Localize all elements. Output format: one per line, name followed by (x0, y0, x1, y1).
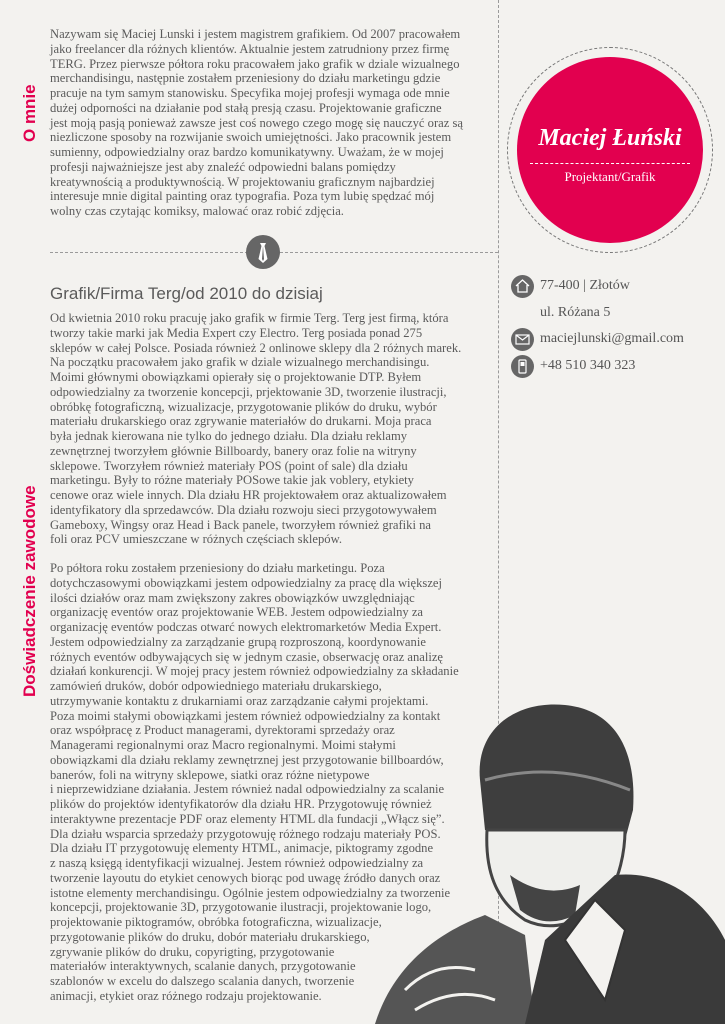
phone-number: +48 510 340 323 (540, 358, 636, 373)
section-label-about: O mnie (20, 84, 39, 142)
email-link[interactable]: maciejlunski@gmail.com (540, 331, 684, 346)
experience-paragraph-2: Po półtora roku zostałem przeniesiony do działu marketingu. Poza dotychczasowymi obowiązkami jestem odpowiedzialny za pracę dla większej ilości działów oraz mam zwiększony zakres obowiązków uwzględniając organizację eventów oraz projektowanie WEB. Jestem odpowiedzialny za organizację eventów podczas otwarć nowych elektromarketów Media Expert. Jestem odpowiedzialny za zarządzanie grupą rozproszoną, koordynowanie różnych eventów odbywających się w jednym czasie, obserwację oraz analizę działań konkurencji. W mojej pracy jestem również odpowiedzialny za składanie zamówień druków, dobór odpowiedniego materiału drukarskiego, utrzymywanie kontaktu z drukarniami oraz zarządzanie całymi projektami. Poza moimi stałymi obowiązkami jestem również odpowiedzialny za kontakt oraz współpracę z Product managerami, dyrektorami sprzedaży oraz Managerami regionalnymi oraz Macro regionalnymi. Moimi stałymi obowiązkami dla działu reklamy zewnętrznej jest przygotowanie billboardów, banerów, foli na witryny sklepowe, siatki oraz różne nietypowe i nieprzewidziane działania. Jestem również nadal odpowiedzialny za scalanie plików do projektów identyfikatorów dla działu HR. Przygotowuję również interaktywne prezentacje PDF oraz elementy HTML dla fundacji „Włącz się”. Dla działu wsparcia sprzedaży przygotowuję różnego rodzaju materiały POS. Dla działu IT przygotowuję elementy HTML, animacje, piktogramy zgodne z naszą księgą identyfikacji wizualnej. Jestem również odpowiedzialny za tworzenie layoutu do etykiet cenowych biorąc pod uwagę źródło danych oraz istotne elementy merchandisingu. Ogólnie jestem odpowiedzialny za tworzenie koncepcji, projektowanie 3D, przygotowanie ilustracji, projektowanie logo, projektowanie piktogramów, obróbka fotograficzna, wizualizacje, przygotowanie plików do druku, dobór materiału drukarskiego, zgrywanie plików do druku, copyrigting, przygotowanie materiałów interaktywnych, scalanie danych, przygotowanie szablonów w excelu do dalszego scalania danych, tworzenie animacji, etykiet oraz różnego rodzaju projektowanie. (50, 561, 459, 1003)
job-title: Grafik/Firma Terg/od 2010 do dzisiaj (50, 284, 323, 303)
experience-paragraph-1: Od kwietnia 2010 roku pracuję jako grafik w firmie Terg. Terg jest firmą, która tworzy takie marki jak Media Expert czy Electro. Terg posiada ponad 275 sklepów w całej Polsce. Posiada również 2 onlinowe sklepy dla 2 różnych marek. Na początku pracowałem jako grafik w dziale wizualnego merchandisingu. Moimi głównymi obowiązkami opierały się o projektowanie DTP. Byłem odpowiedzialny za tworzenie koncepcji, prjektowanie 3D, tworzenie ilustracji, obróbkę fotograficzną, wizualizacje, przygotowanie plików do druku, wybór materiału drukarskiego oraz zgrywanie materiałów do drukarni. Moja praca była jednak kierowana nie tylko do jednego działu. Dla działu reklamy zewnętrznej tworzyłem głównie Billboardy, banery oraz folie na witryny sklepowe. Tworzyłem również materiały POS (point of sale) dla działu marketingu. Były to różne materiały POSowe takie jak voblery, etykiety cenowe oraz wiele innych. Dla działu HR projektowałem oraz aktualizowałem identyfikatory dla sprzedawców. Dla działu rozwoju sieci przygotowywałem Gameboxy, Wingsy oraz Head i Back panele, tworzyłem również grafiki na foli oraz PCV umieszczane w różnych częściach sklepów. (50, 311, 462, 547)
profile-name: Maciej Łuński (538, 125, 682, 151)
address-street: ul. Różana 5 (540, 305, 611, 320)
section-label-experience: Doświadczenie zawodowe (20, 485, 39, 697)
profile-role: Projektant/Grafik (564, 169, 656, 184)
name-separator (530, 163, 690, 164)
about-text: Nazywam się Maciej Lunski i jestem magistrem grafikiem. Od 2007 pracowałem jako freelancer dla różnych klientów. Aktualnie jestem zatrudniony przez firmę TERG. Przez pierwsze półtora roku pracowałem jako grafik w dziale wizualnego merchandisingu, następnie zostałem przeniesiony do działu marketingu gdzie pracuje na tym samym stanowisku. Specyfika mojej profesji wymaga ode mnie dużej odporności na działanie pod stałą presją czasu. Projektowanie graficzne jest moją pasją ponieważ zawsze jest coś nowego czego mogę się nauczyć oraz są niezliczone sposoby na rozwijanie swoich umiejętności. Jako pracownik jestem sumienny, odpowiedzialny oraz bardzo komunikatywny. Uważam, że w mojej profesji najważniejsze jest aby znaleźć odpowiedni balans pomiędzy kreatywnością a produktywnością. W projektowaniu graficznym najbardziej interesuje mnie digital painting oraz typografia. Poza tym lubię spędzać mój wolny czas czytając komiksy, malować oraz robić zdjęcia. (50, 27, 463, 218)
portrait-illustration (375, 700, 725, 1024)
mail-icon (511, 328, 534, 351)
home-icon (511, 275, 534, 298)
phone-icon (511, 355, 534, 378)
address-postal: 77-400 | Złotów (540, 278, 630, 293)
tie-icon (246, 235, 280, 269)
